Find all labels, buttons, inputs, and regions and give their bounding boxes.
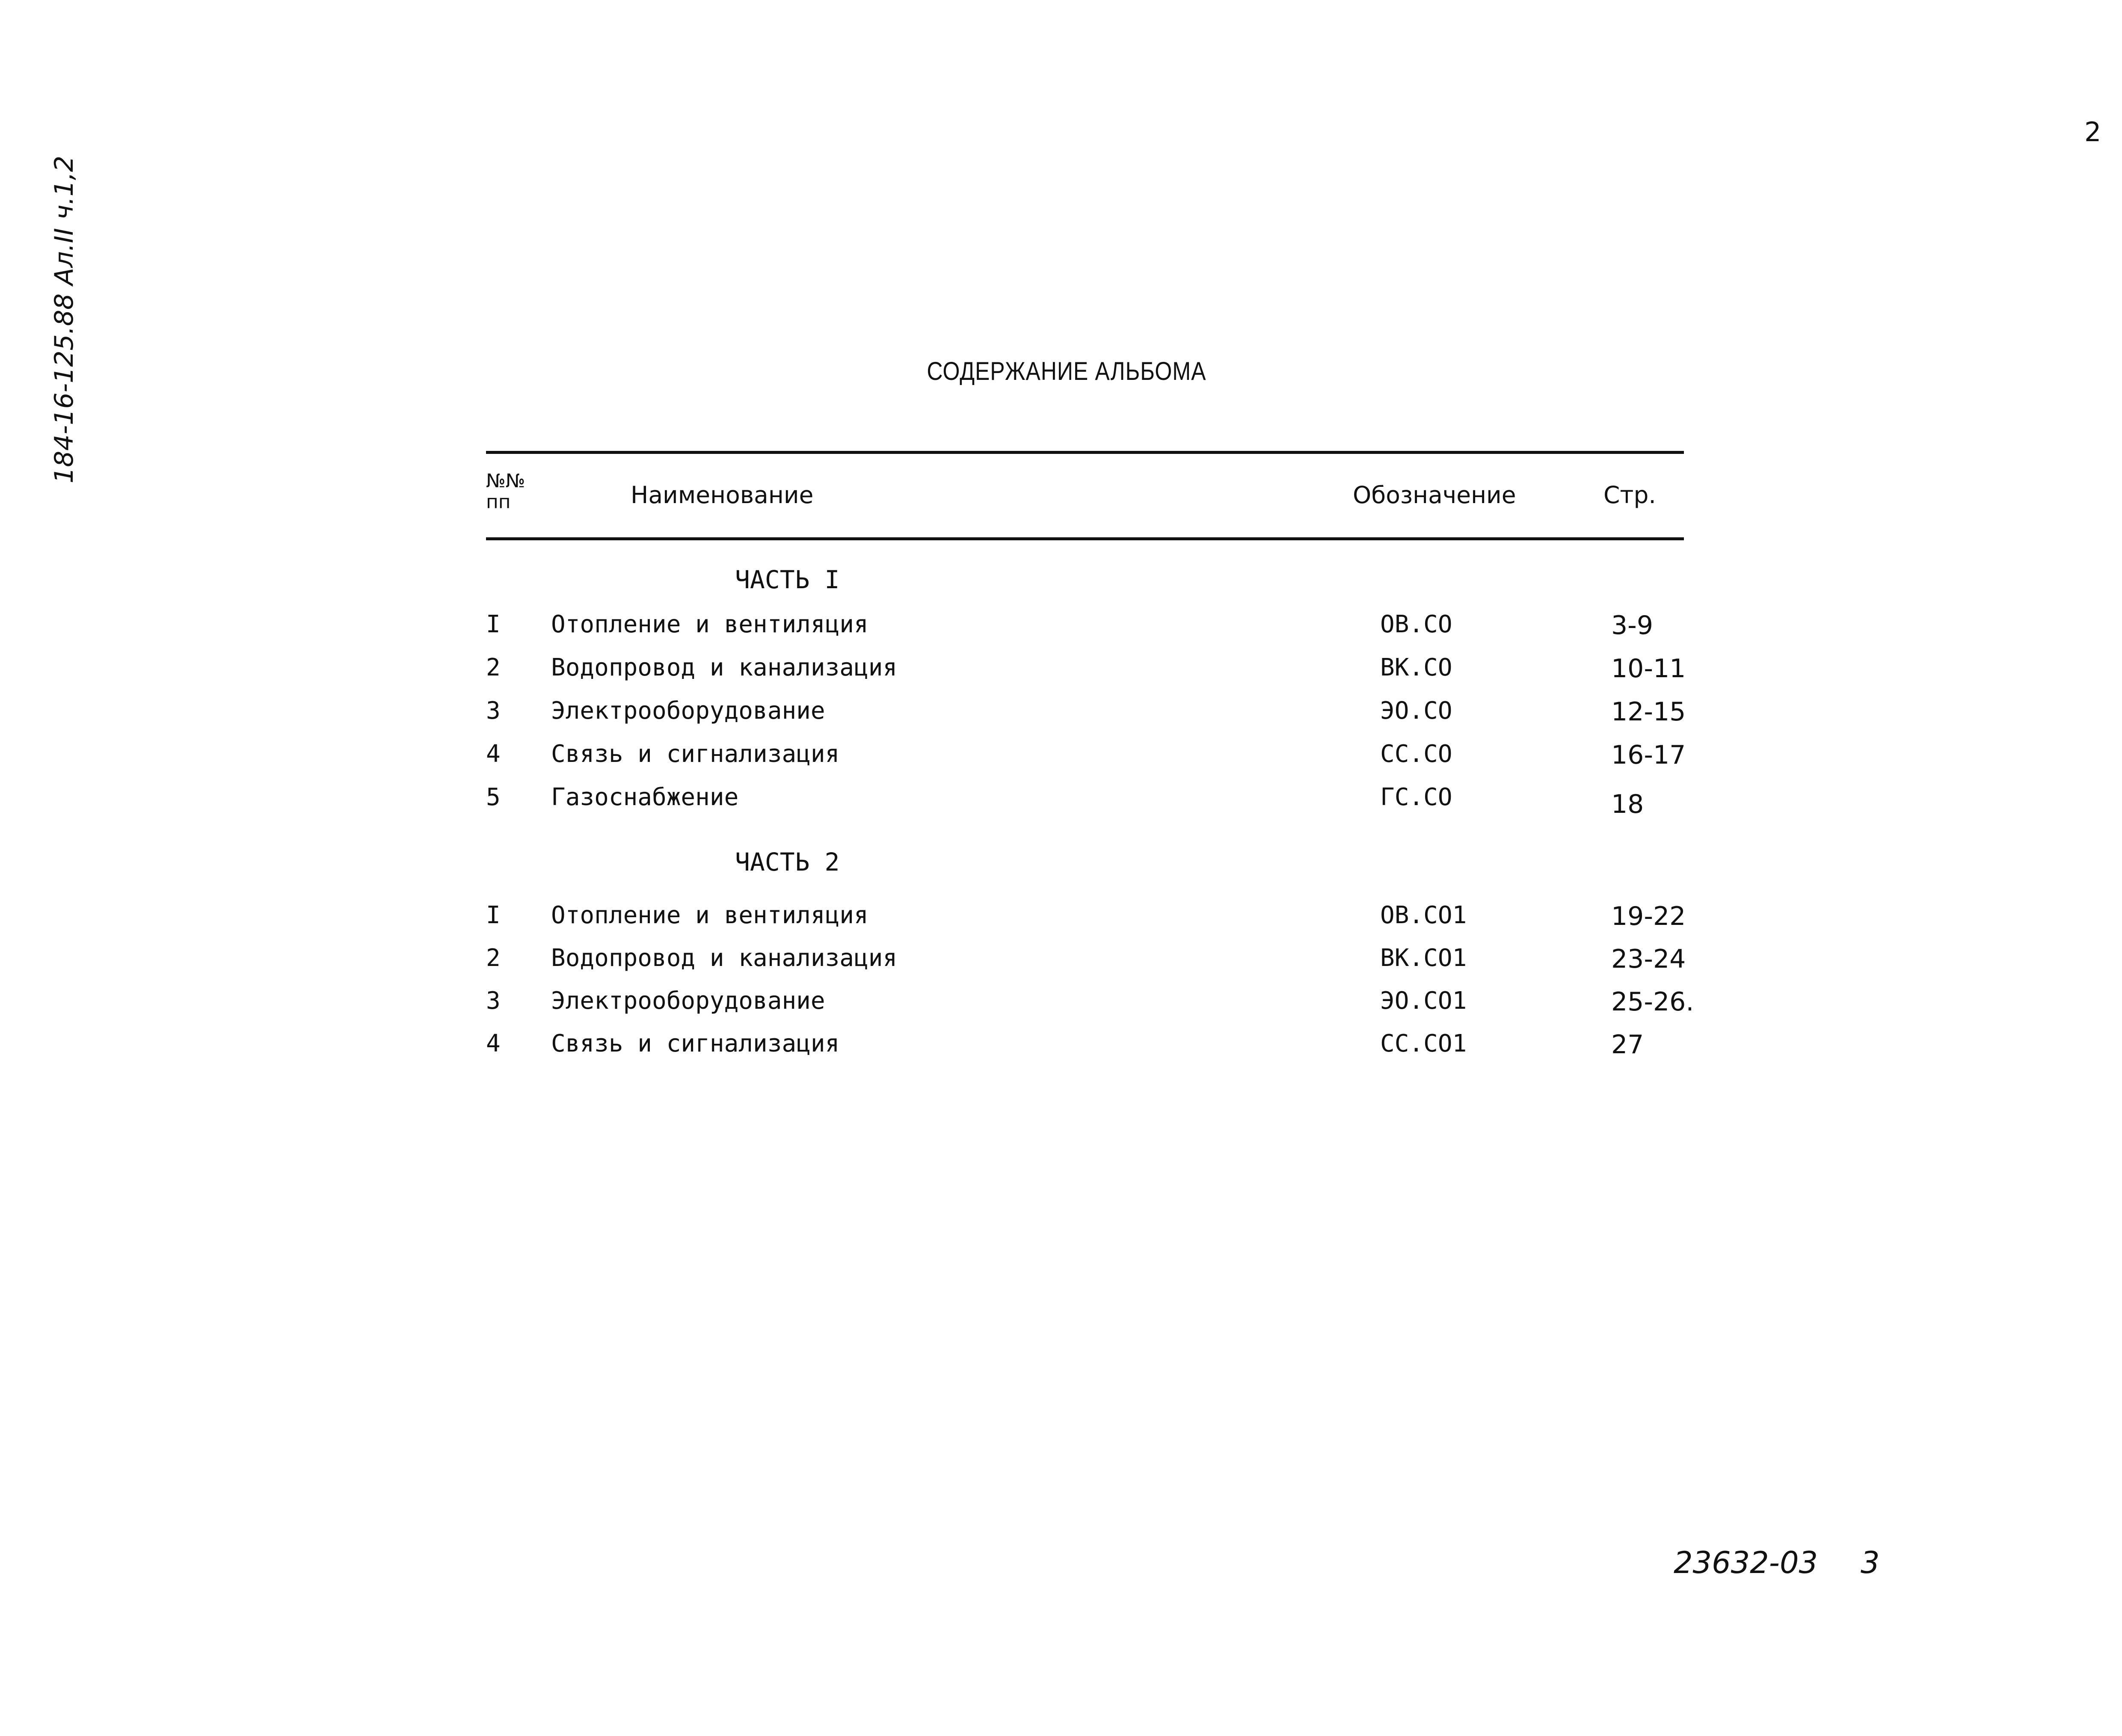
row-pages: 16-17 (1611, 740, 1686, 770)
footer-inventory (1674, 1545, 1880, 1580)
table-row (486, 946, 1710, 976)
row-number: 5 (486, 783, 501, 811)
page-corner-number: 2 (2084, 116, 2101, 148)
side-document-code: 184-16-125.88 Ал.II ч.1,2 (49, 155, 79, 483)
row-code: ОВ.СО1 (1380, 901, 1467, 929)
row-pages: 19-22 (1611, 901, 1686, 931)
row-code: ВК.СО1 (1380, 944, 1467, 972)
row-number: 4 (486, 740, 501, 768)
row-name: Связь и сигнализация (551, 1030, 840, 1058)
table-row (486, 989, 1710, 1019)
sheet-number: 3 (1861, 1545, 1880, 1580)
part-2-title: ЧАСТЬ 2 (735, 847, 840, 877)
row-code: ВК.СО (1380, 654, 1452, 681)
row-pages: 23-24 (1611, 944, 1686, 974)
header-name-column: Наименование (631, 481, 814, 509)
row-code: ГС.СО (1380, 783, 1452, 811)
row-code: ОВ.СО (1380, 610, 1452, 638)
row-pages: 10-11 (1611, 654, 1686, 684)
row-pages: 25-26. (1611, 987, 1694, 1017)
page-title: СОДЕРЖАНИЕ АЛЬБОМА (927, 357, 1206, 385)
row-number: I (486, 901, 501, 929)
row-pages: 18 (1611, 789, 1644, 819)
table-top-rule (486, 451, 1684, 454)
table-row (486, 656, 1710, 686)
header-code-column: Обозначение (1353, 481, 1516, 509)
table-row (486, 610, 1710, 643)
inventory-code: 23632-03 (1674, 1545, 1818, 1580)
row-number: I (486, 610, 501, 638)
row-pages: 3-9 (1611, 610, 1653, 640)
row-name: Газоснабжение (551, 783, 739, 811)
table-header-rule (486, 537, 1684, 540)
header-number-line2: пп (486, 491, 511, 513)
row-name: Электрооборудование (551, 987, 825, 1015)
row-name: Водопровод и канализация (551, 654, 898, 681)
table-row (486, 699, 1710, 729)
row-number: 2 (486, 944, 501, 972)
row-code: СС.СО1 (1380, 1030, 1467, 1058)
row-name: Отопление и вентиляция (551, 610, 868, 638)
row-pages: 27 (1611, 1030, 1644, 1060)
header-page-column: Стр. (1603, 481, 1656, 509)
row-name: Отопление и вентиляция (551, 901, 868, 929)
header-number-column (486, 471, 525, 513)
table-row (486, 901, 1710, 933)
row-name: Связь и сигнализация (551, 740, 840, 768)
row-number: 3 (486, 987, 501, 1015)
row-number: 2 (486, 654, 501, 681)
table-row (486, 783, 1710, 819)
part-1-title: ЧАСТЬ I (735, 565, 840, 594)
row-number: 4 (486, 1030, 501, 1058)
row-name: Водопровод и канализация (551, 944, 898, 972)
row-code: ЭО.СО1 (1380, 987, 1467, 1015)
row-number: 3 (486, 697, 501, 725)
row-code: СС.СО (1380, 740, 1452, 768)
table-row (486, 1032, 1710, 1062)
row-code: ЭО.СО (1380, 697, 1452, 725)
row-name: Электрооборудование (551, 697, 825, 725)
table-row (486, 742, 1710, 772)
header-number-line1: №№ (486, 470, 525, 492)
row-pages: 12-15 (1611, 697, 1686, 727)
